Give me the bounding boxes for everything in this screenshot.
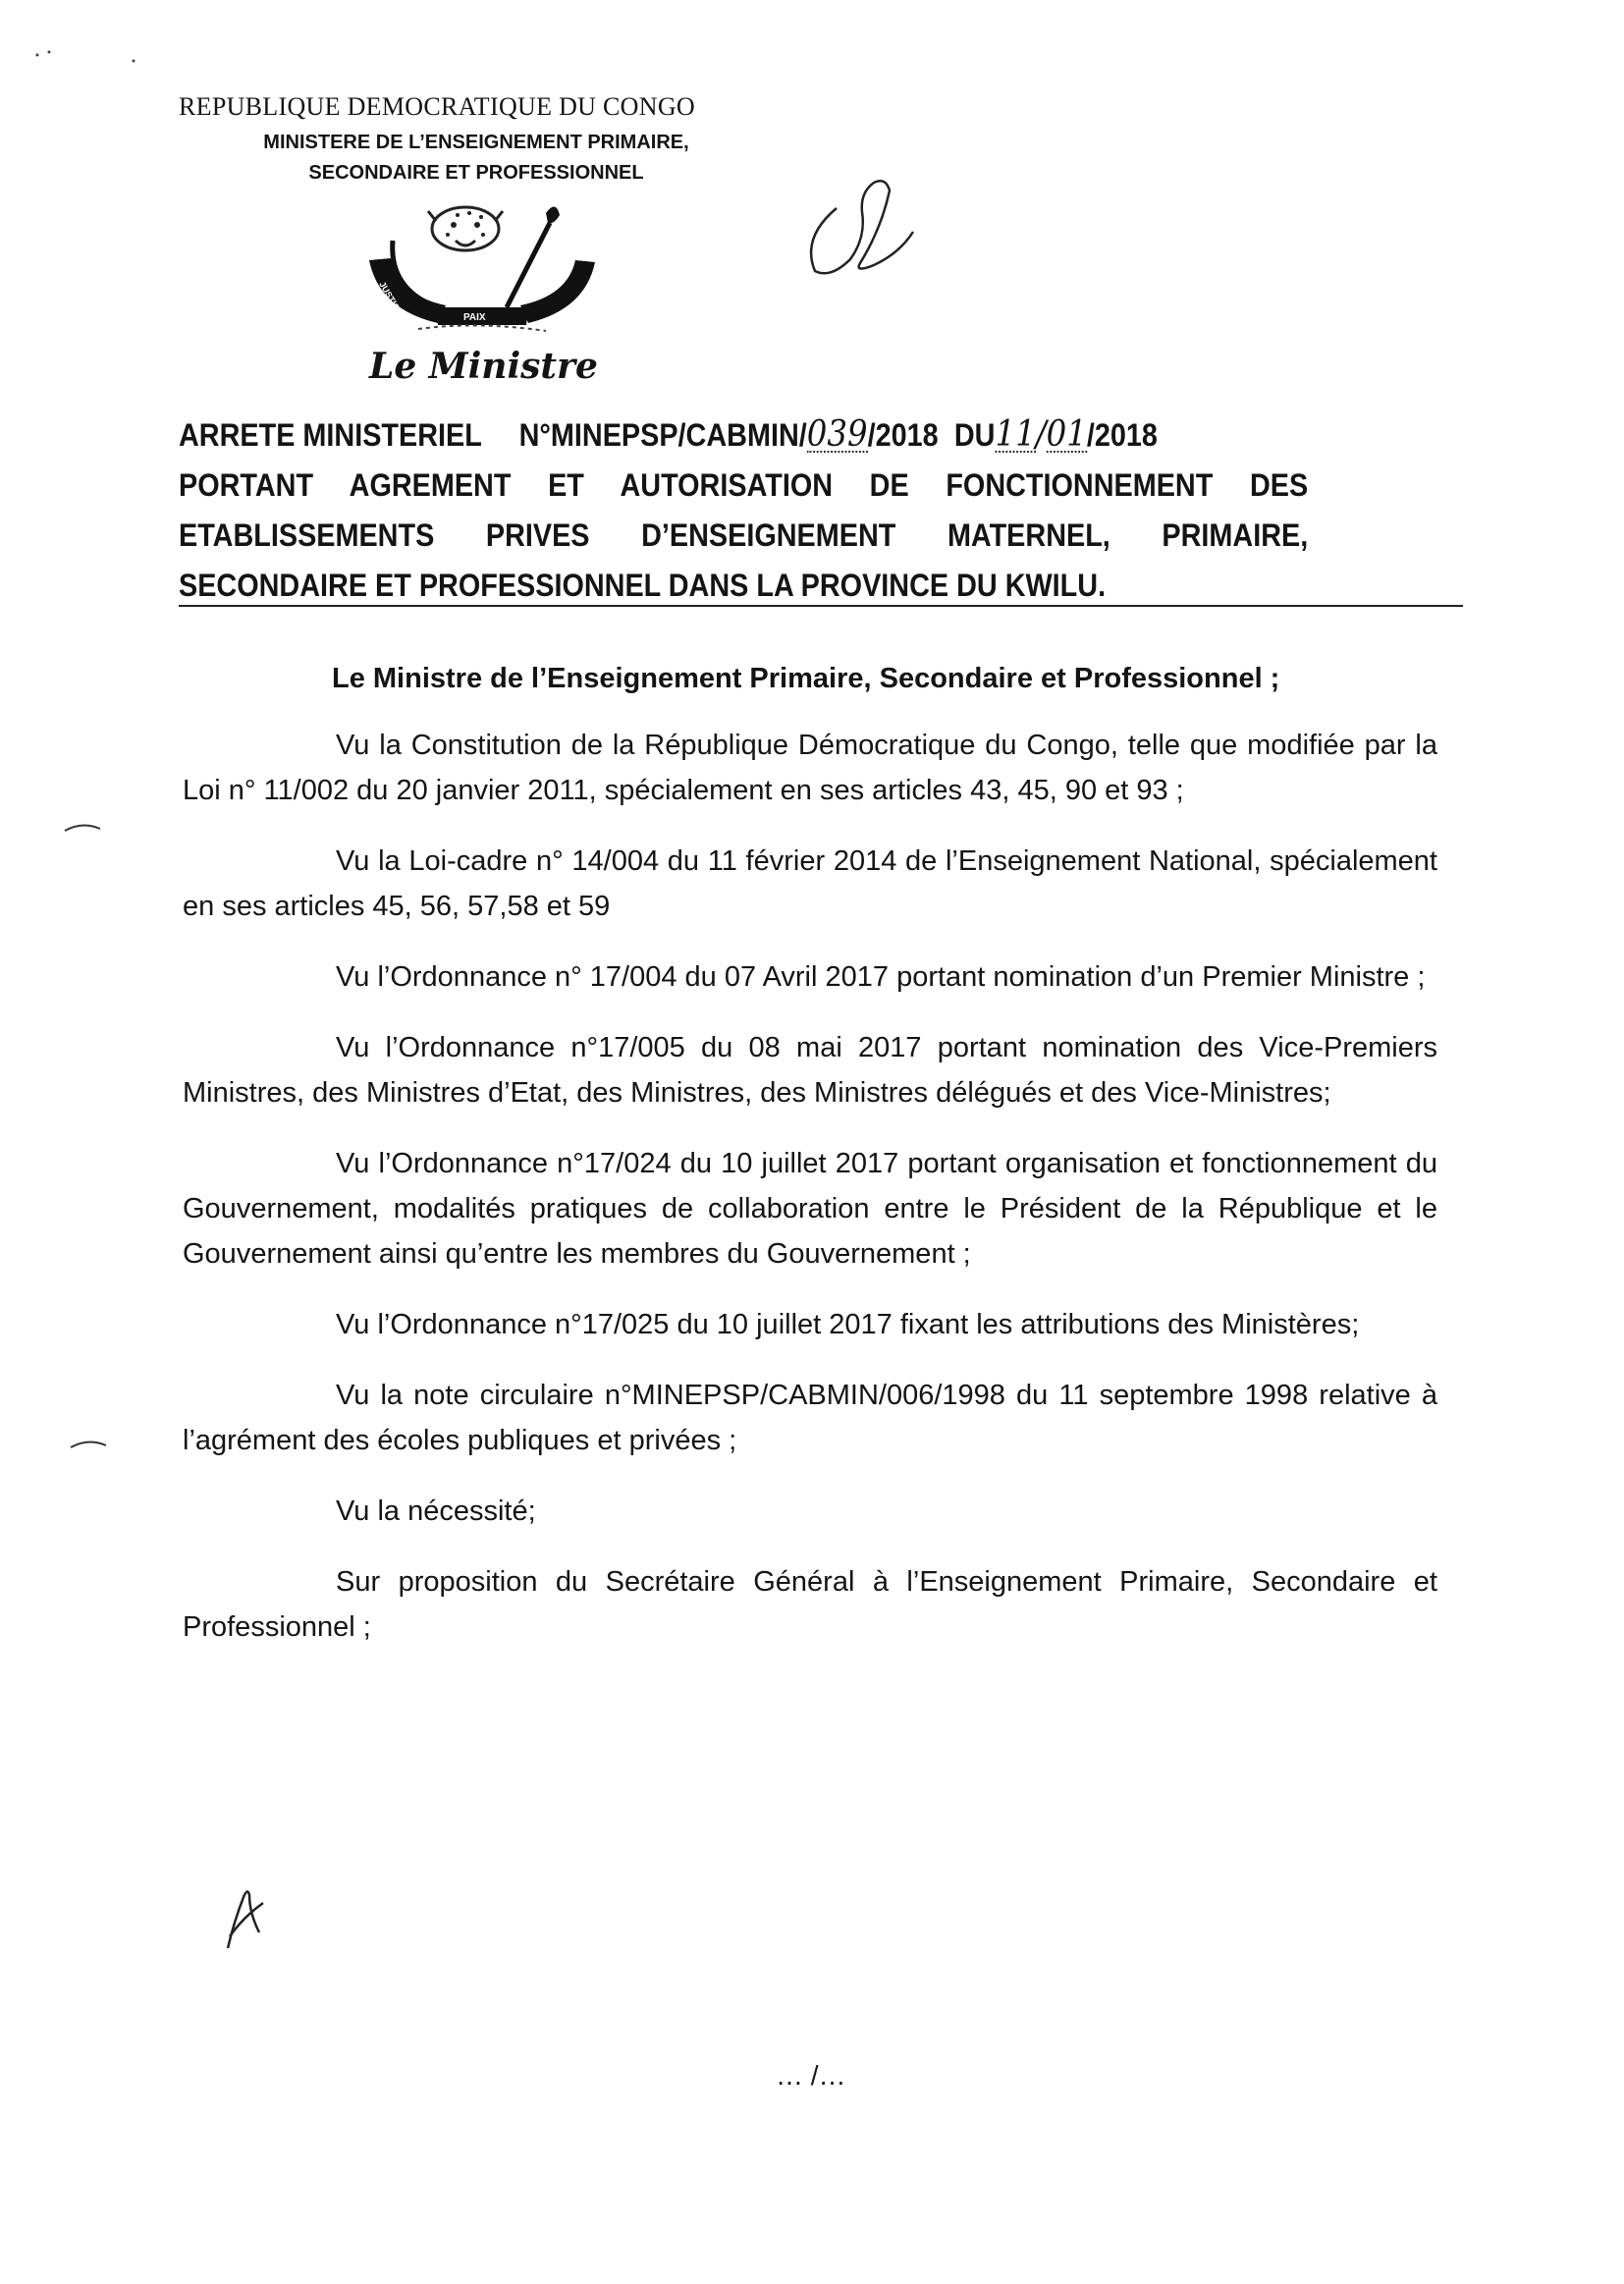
decree-reference-line bbox=[179, 410, 1308, 461]
paragraph-ordonnance-17-004: Vu l’Ordonnance n° 17/004 du 07 Avril 2017 portant nomination d’un Premier Ministre ; bbox=[336, 961, 1426, 993]
decree-body bbox=[183, 656, 1437, 1675]
ministry-line-1: MINISTERE DE L’ENSEIGNEMENT PRIMAIRE, bbox=[263, 132, 689, 153]
paragraph-loi-cadre: Vu la Loi-cadre n° 14/004 du 11 février 2014 de l’Enseignement National, spécialement en ses articles 45, 56, 57,58 et 59 bbox=[183, 845, 1437, 922]
ministry-line-2: SECONDAIRE ET PROFESSIONNEL bbox=[308, 162, 644, 184]
motto-banner-left bbox=[369, 258, 446, 323]
title-underline bbox=[179, 605, 1463, 607]
date-year: /2018 bbox=[1086, 417, 1158, 453]
emblem-motto-right: TRAVAIL bbox=[545, 240, 573, 278]
signatory-title: Le Ministre bbox=[369, 346, 598, 387]
date-month-handwritten: 01 bbox=[1046, 414, 1087, 455]
continuation-mark: … /… bbox=[776, 2060, 846, 2091]
decree-title bbox=[179, 410, 1308, 611]
emblem-motto-center: PAIX bbox=[463, 312, 486, 323]
paragraph-constitution: Vu la Constitution de la République Démocratique du Congo, telle que modifiée par la Loi n° 11/002 du 20 janvier 2011, spécialement en ses articles 43, 45, 90 et 93 ; bbox=[183, 730, 1437, 806]
margin-punch-mark bbox=[63, 819, 102, 835]
date-separator: / bbox=[1035, 414, 1047, 455]
title-line-4: SECONDAIRE ET PROFESSIONNEL DANS LA PROVINCE DU KWILU. bbox=[179, 568, 1107, 603]
margin-punch-mark bbox=[69, 1436, 108, 1451]
paragraph-proposition: Sur proposition du Secrétaire Général à l’Enseignement Primaire, Secondaire et Professionnel ; bbox=[183, 1566, 1437, 1643]
country-name: REPUBLIQUE DEMOCRATIQUE DU CONGO bbox=[179, 92, 695, 121]
handwritten-initial bbox=[220, 1883, 269, 1952]
ministry-name bbox=[196, 128, 756, 189]
decree-label: ARRETE MINISTERIEL bbox=[179, 417, 482, 453]
title-line-3: ETABLISSEMENTS PRIVES D’ENSEIGNEMENT MATERNEL, PRIMAIRE, bbox=[179, 517, 1309, 553]
spear-icon bbox=[507, 206, 560, 307]
decree-year: /2018 bbox=[867, 417, 939, 453]
decree-number-handwritten: 039 bbox=[806, 414, 868, 455]
emblem-motto-left: JUSTICE bbox=[377, 280, 405, 317]
scan-specks bbox=[27, 43, 145, 73]
paragraph-ordonnance-17-024: Vu l’Ordonnance n°17/024 du 10 juillet 2017 portant organisation et fonctionnement du Gouvernement, modalités pratiques de collaboration entre le Président de la République et le Gouvernement ainsi qu’entre les membres du Gouvernement ; bbox=[183, 1148, 1437, 1270]
coat-of-arms-emblem bbox=[359, 201, 605, 339]
paragraph-ordonnance-17-025: Vu l’Ordonnance n°17/025 du 10 juillet 2017 fixant les attributions des Ministères; bbox=[336, 1309, 1360, 1340]
leopard-head-icon bbox=[428, 207, 503, 250]
preamble-intro: Le Ministre de l’Enseignement Primaire, Secondaire et Professionnel ; bbox=[332, 663, 1280, 694]
decree-ref-prefix: N°MINEPSP/CABMIN/ bbox=[518, 417, 807, 453]
handwritten-paraph bbox=[791, 169, 919, 287]
paragraph-ordonnance-17-005: Vu l’Ordonnance n°17/005 du 08 mai 2017 portant nomination des Vice-Premiers Ministres, des Ministres d’Etat, des Ministres, des Ministres délégués et des Vice-Ministres; bbox=[183, 1032, 1437, 1109]
paragraph-necessite: Vu la nécessité; bbox=[336, 1495, 536, 1527]
paragraph-note-circulaire: Vu la note circulaire n°MINEPSP/CABMIN/006/1998 du 11 septembre 1998 relative à l’agrément des écoles publiques et privées ; bbox=[183, 1380, 1437, 1456]
date-day-handwritten: 11 bbox=[995, 414, 1036, 455]
date-prefix: DU bbox=[953, 417, 996, 453]
title-line-2: PORTANT AGREMENT ET AUTORISATION DE FONCTIONNEMENT DES bbox=[179, 467, 1309, 503]
